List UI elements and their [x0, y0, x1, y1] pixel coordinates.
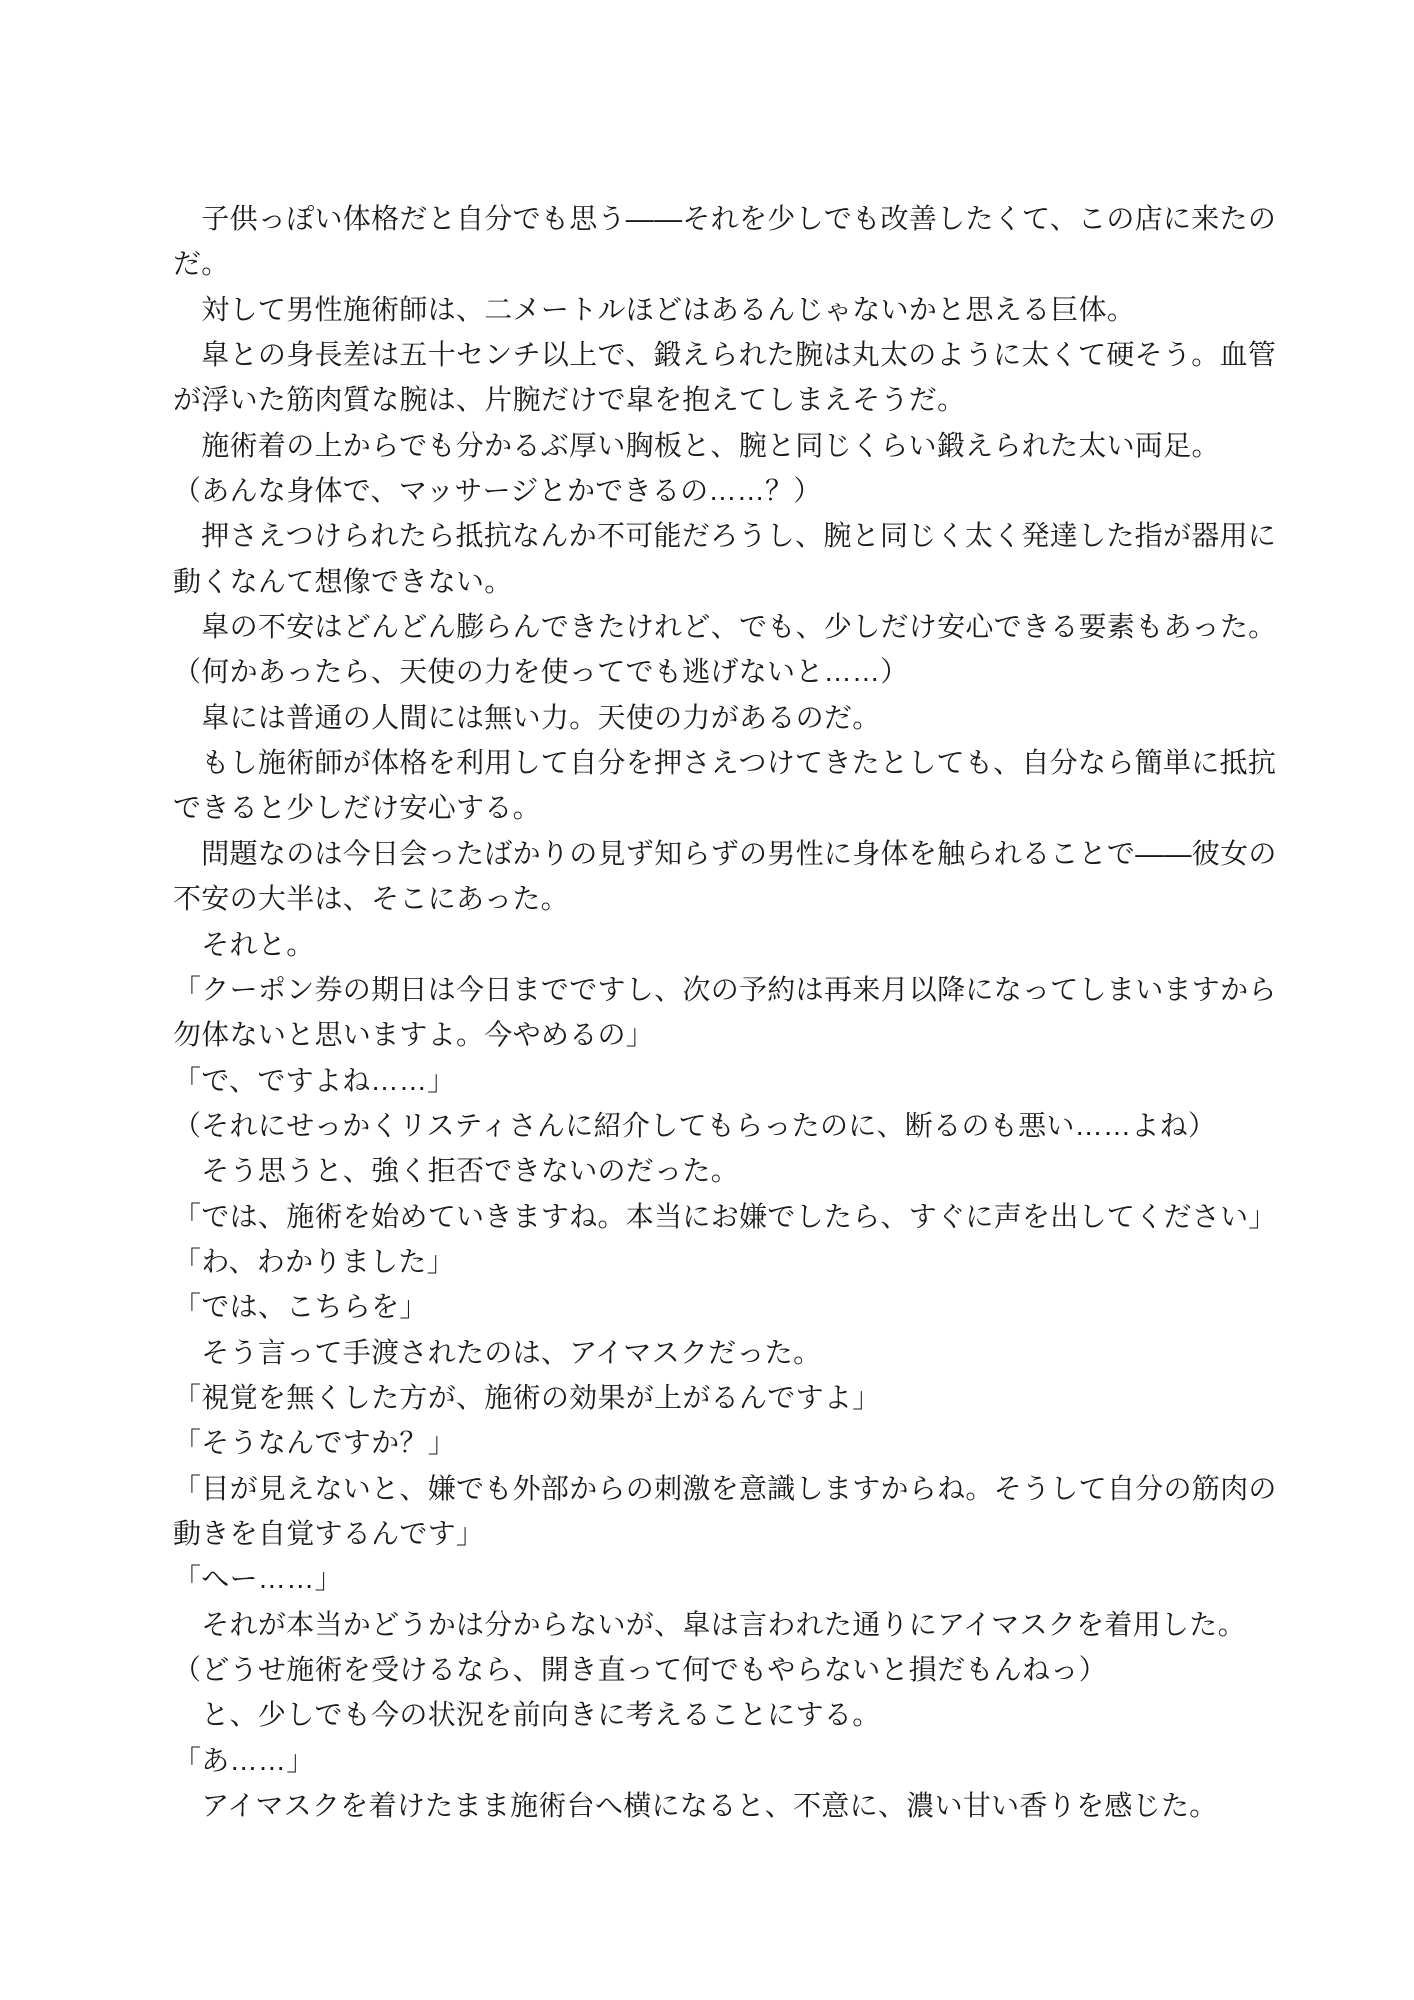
text-line: 「そうなんですか？」 — [173, 1427, 457, 1459]
text-line: 「へー……」 — [173, 1563, 343, 1595]
text-line: 皐との身長差は五十センチ以上で、鍛えられた腕は丸太のように太くて硬そう。血管 — [173, 339, 1277, 371]
text-line: 「あ……」 — [173, 1744, 315, 1776]
text-line: 問題なのは今日会ったばかりの見ず知らずの男性に身体を触られることで——彼女の — [173, 837, 1277, 869]
text-line: そう言って手渡されたのは、アイマスクだった。 — [173, 1336, 822, 1368]
novel-text-block — [173, 196, 1293, 1828]
text-line: 「わ、わかりました」 — [173, 1245, 455, 1277]
text-line: 不安の大半は、そこにあった。 — [173, 883, 569, 915]
text-line: （あんな身体で、マッサージとかできるの……？） — [173, 475, 822, 507]
text-line: もし施術師が体格を利用して自分を押さえつけてきたとしても、自分なら簡単に抵抗 — [173, 747, 1277, 779]
text-line: と、少しでも今の状況を前向きに考えることにする。 — [173, 1699, 881, 1731]
text-line: 「クーポン券の期日は今日までですし、次の予約は再来月以降になってしまいますから — [173, 973, 1277, 1005]
text-line: 押さえつけられたら抵抗なんか不可能だろうし、腕と同じく太く発達した指が器用に — [173, 520, 1277, 552]
text-line: 動くなんて想像できない。 — [173, 565, 513, 597]
text-line: 「では、施術を始めていきますね。本当にお嫌でしたら、すぐに声を出してください」 — [173, 1200, 1277, 1232]
text-line: 勿体ないと思いますよ。今やめるの」 — [173, 1019, 655, 1051]
text-line: 動きを自覚するんです」 — [173, 1517, 485, 1549]
text-line: 「で、ですよね……」 — [173, 1064, 456, 1096]
text-line: （どうせ施術を受けるなら、開き直って何でもやらないと損だもんねっ） — [173, 1654, 1107, 1685]
text-line: 子供っぽい体格だと自分でも思う——それを少しでも改善したくて、この店に来たの — [173, 203, 1277, 234]
text-line: 施術着の上からでも分かるぶ厚い胸板と、腕と同じくらい鍛えられた太い両足。 — [173, 429, 1220, 461]
text-line: 「目が見えないと、嫌でも外部からの刺激を意識しますからね。そうして自分の筋肉の — [173, 1472, 1277, 1504]
text-line: だ。 — [173, 248, 230, 280]
text-line: それが本当かどうかは分からないが、皐は言われた通りにアイマスクを着用した。 — [173, 1608, 1246, 1640]
text-line: 「視覚を無くした方が、施術の効果が上がるんですよ」 — [173, 1381, 881, 1413]
text-line: 対して男性施術師は、二メートルほどはあるんじゃないかと思える巨体。 — [173, 293, 1136, 325]
text-line: （それにせっかくリスティさんに紹介してもらったのに、断るのも悪い……よね） — [173, 1109, 1217, 1141]
text-line: できると少しだけ安心する。 — [173, 792, 541, 824]
text-line: （何かあったら、天使の力を使ってでも逃げないと……） — [173, 656, 909, 688]
text-line: そう思うと、強く拒否できないのだった。 — [173, 1155, 740, 1187]
text-line: が浮いた筋肉質な腕は、片腕だけで皐を抱えてしまえそうだ。 — [173, 384, 966, 416]
text-line: それと。 — [173, 928, 315, 960]
text-line: 皐の不安はどんどん膨らんできたけれど、でも、少しだけ安心できる要素もあった。 — [173, 611, 1277, 643]
text-line: アイマスクを着けたまま施術台へ横になると、不意に、濃い甘い香りを感じた。 — [173, 1790, 1218, 1822]
text-line: 皐には普通の人間には無い力。天使の力があるのだ。 — [173, 701, 881, 733]
text-line: 「では、こちらを」 — [173, 1291, 428, 1323]
